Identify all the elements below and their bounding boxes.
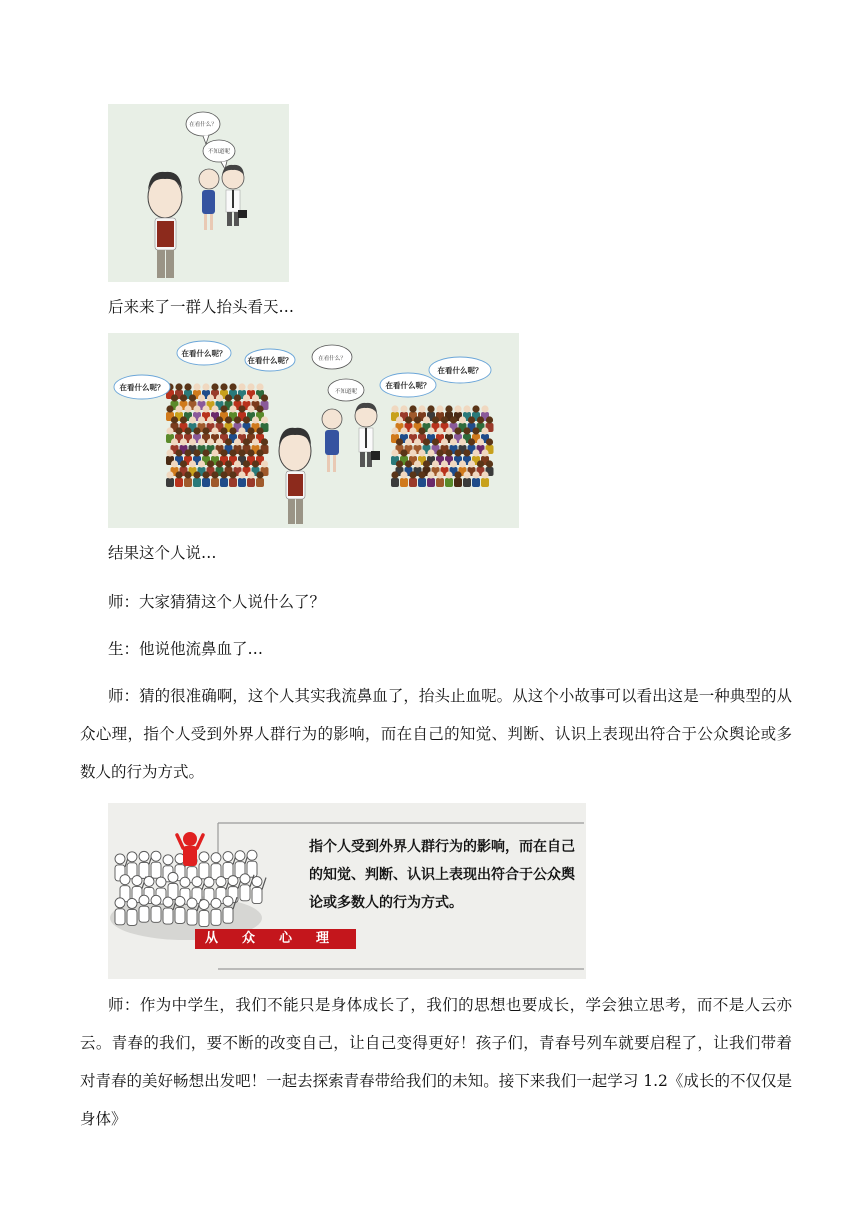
woman-figure: [199, 169, 219, 230]
bubble-text: 在看什么呢？: [181, 349, 227, 358]
speech-bubble: [114, 375, 170, 399]
bubble-text: 在看什么呢？: [385, 381, 431, 390]
speech-bubble: [177, 341, 231, 365]
teacher-closing-paragraph: 师：作为中学生，我们不能只是身体成长了，我们的思想也要成长，学会独立思考，而不是人云亦云。青春的我们，要不断的改变自己，让自己变得更好！孩子们，青春号列车就要启程了，让我们带着对青春的美好畅想出发吧！一起去探索青春带给我们的未知。接下来我们一起学习 1.2《成长的不仅仅是身体》: [80, 996, 792, 1128]
speech-bubble: [245, 349, 295, 371]
conformity-tag: 从众心理: [195, 929, 356, 949]
bubble-text: 在看什么？: [318, 356, 346, 362]
illustration-crowd-looking-up: [108, 333, 519, 528]
illustration-conformity-definition: [108, 803, 586, 979]
caption-crowd-arrives: 后来来了一群人抬头看天…: [108, 298, 295, 316]
conformity-definition-text: 指个人受到外界人群行为的影响，而在自己的知觉、判断、认识上表现出符合于公众舆论或多数人的行为方式。: [309, 839, 575, 911]
bubble-text: 在看什么？: [189, 122, 217, 128]
bubble-text: 不知道呢: [334, 389, 358, 395]
speech-bubble: [312, 345, 352, 369]
crowd-right: [391, 405, 494, 487]
bubble-text: 不知道呢: [207, 149, 231, 155]
speech-bubble: [429, 357, 491, 383]
caption-result: 结果这个人说…: [108, 544, 217, 562]
man-looking-up: [148, 172, 182, 278]
dialog-teacher-question: 师：大家猜猜这个人说什么了？: [108, 593, 326, 611]
bubble-text: 在看什么呢？: [437, 366, 483, 375]
crowd-left: [166, 383, 269, 487]
illustration-person-looking-up: [108, 104, 289, 282]
dialog-student-answer: 生：他说他流鼻血了…: [108, 640, 264, 658]
speech-bubble: [380, 373, 436, 397]
speech-bubble: [328, 379, 364, 401]
man-looking-up: [279, 428, 311, 524]
speech-bubble: [203, 140, 235, 169]
teacher-explanation-paragraph: 师：猜的很准确啊，这个人其实我流鼻血了，抬头止血呢。从这个小故事可以看出这是一种典型的从众心理，指个人受到外界人群行为的影响，而在自己的知觉、判断、认识上表现出符合于公众舆论或多数人的行为方式。: [80, 687, 792, 781]
man-with-briefcase: [222, 165, 247, 226]
speech-bubble: [186, 112, 220, 144]
man-with-briefcase: [355, 403, 380, 467]
bubble-text: 在看什么呢？: [119, 383, 165, 392]
bubble-text: 在看什么呢？: [247, 356, 293, 365]
woman-figure: [322, 409, 342, 472]
